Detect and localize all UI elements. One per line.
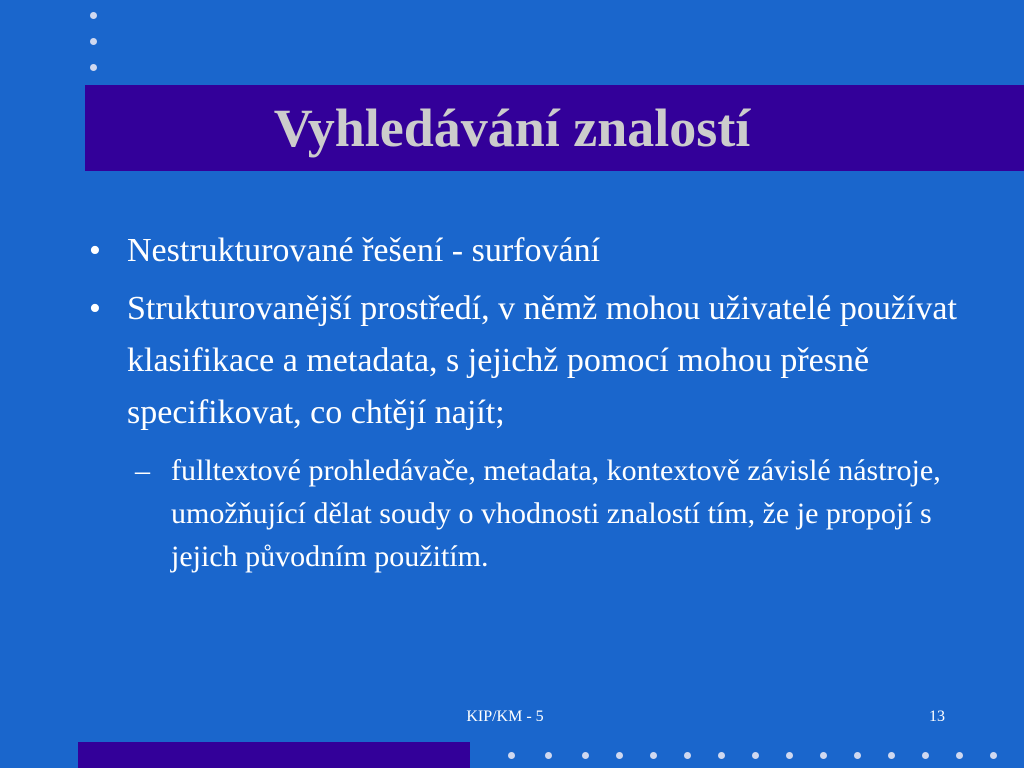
footer-bar [78, 742, 470, 768]
decorative-dot [854, 752, 861, 759]
decorative-dot [90, 64, 97, 71]
bullet-text: Strukturovanější prostředí, v němž mohou uživatelé používat klasifikace a metadata, s jejichž pomocí mohou přesně specifikovat, co chtějí najít; [127, 290, 957, 431]
page-number: 13 [929, 708, 945, 725]
slide-content [85, 225, 965, 578]
footer-course-code: KIP/KM - 5 [466, 708, 544, 725]
decorative-dot [650, 752, 657, 759]
sub-bullet-text: fulltextové prohledávače, metadata, kontextově závislé nástroje, umožňující dělat soudy o vhodnosti znalostí tím, že je propojí s jejich původním použitím. [171, 454, 941, 573]
decorative-dot [508, 752, 515, 759]
decorative-dot [956, 752, 963, 759]
decorative-dot [616, 752, 623, 759]
decorative-dot [545, 752, 552, 759]
decorative-dot [582, 752, 589, 759]
decorative-dot [888, 752, 895, 759]
sub-bullet-item [85, 449, 965, 578]
bullet-text: Nestrukturované řešení - surfování [127, 232, 601, 269]
decorative-dot [90, 38, 97, 45]
decorative-dot [752, 752, 759, 759]
slide-title: Vyhledávání znalostí [273, 98, 751, 158]
decorative-dot [786, 752, 793, 759]
decorative-dot [820, 752, 827, 759]
decorative-dot [90, 12, 97, 19]
bullet-item [85, 225, 965, 277]
bullet-item [85, 283, 965, 439]
bullet-marker: • [89, 232, 101, 269]
bullet-marker: • [89, 290, 101, 327]
decorative-dot [718, 752, 725, 759]
decorative-dot [684, 752, 691, 759]
sub-bullet-marker: – [135, 454, 150, 487]
decorative-dot [922, 752, 929, 759]
decorative-dot [990, 752, 997, 759]
